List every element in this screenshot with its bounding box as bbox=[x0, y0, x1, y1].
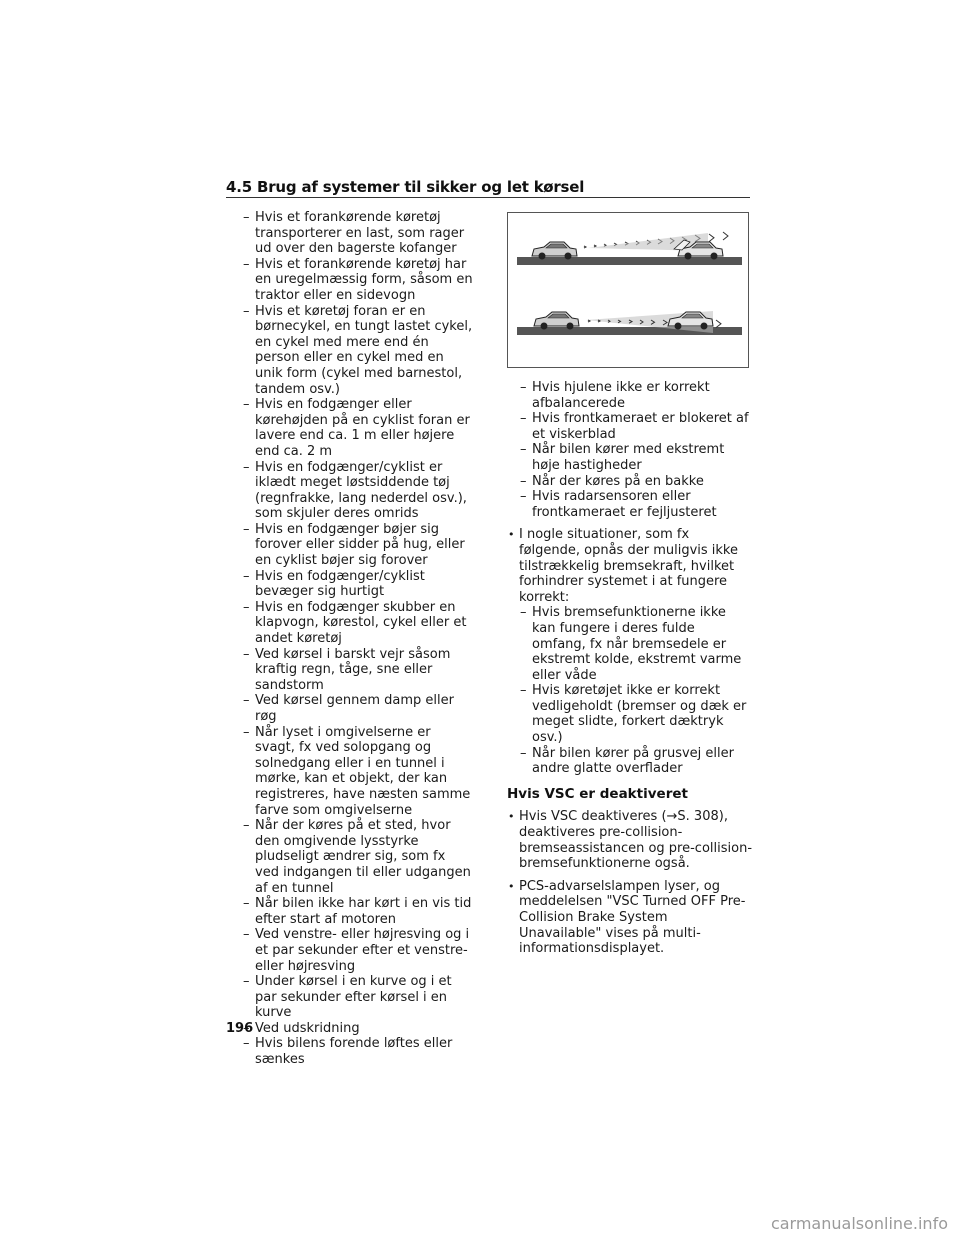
dash-list bbox=[520, 605, 752, 777]
watermark: carmanualsonline.info bbox=[770, 1214, 948, 1233]
list-item: – Hvis bremsefunktionerne ikke kan fungere i deres fulde omfang, fx når bremsedele er ekstremt kolde, ekstremt varme eller våde bbox=[520, 605, 752, 683]
car-following-diagram bbox=[508, 213, 748, 367]
list-item: – Under kørsel i en kurve og i et par sekunder efter kørsel i en kurve bbox=[243, 974, 473, 1021]
list-item: – Ved venstre- eller højresving og i et par sekunder efter et venstre- eller højresving bbox=[243, 927, 473, 974]
list-item: – Når bilen ikke har kørt i en vis tid efter start af motoren bbox=[243, 896, 473, 927]
list-item: – Når bilen kører med ekstremt høje hastigheder bbox=[520, 442, 752, 473]
left-column bbox=[243, 210, 473, 1068]
list-item: – Når bilen kører på grusvej eller andre glatte overflader bbox=[520, 746, 752, 777]
list-item: – Når der køres på et sted, hvor den omgivende lysstyrke pludseligt ændrer sig, som fx ved indgangen til eller udgangen af en tunnel bbox=[243, 818, 473, 896]
car-icon bbox=[534, 312, 579, 330]
list-item: – Når lyset i omgivelserne er svagt, fx ved solopgang og solnedgang eller i en tunnel i mørke, kan et objekt, der kan registreres, have næsten samme farve som omgivelserne bbox=[243, 725, 473, 819]
list-item: – Når der køres på en bakke bbox=[520, 474, 752, 490]
list-item: – Hvis en fodgænger/cyklist bevæger sig hurtigt bbox=[243, 569, 473, 600]
car-icon bbox=[532, 242, 577, 260]
car-icon bbox=[674, 240, 723, 260]
bullet-item bbox=[507, 527, 752, 777]
list-item: – Hvis bilens forende løftes eller sænkes bbox=[243, 1036, 473, 1067]
page-number: 196 bbox=[226, 1021, 254, 1036]
list-item: – Hvis køretøjet ikke er korrekt vedligeholdt (bremser og dæk er meget slidte, forkert dæktryk osv.) bbox=[520, 683, 752, 745]
list-item: – Ved udskridning bbox=[243, 1021, 473, 1037]
bullet-item: • Hvis VSC deaktiveres (→S. 308), deaktiveres pre-collision-bremseassistancen og pre-collision-bremsefunktionerne også. bbox=[507, 809, 752, 871]
list-item: – Hvis hjulene ikke er korrekt afbalancerede bbox=[520, 380, 752, 411]
section-header: 4.5 Brug af systemer til sikker og let kørsel bbox=[226, 178, 585, 196]
list-item: – Ved kørsel gennem damp eller røg bbox=[243, 693, 473, 724]
list-item: – Hvis et forankørende køretøj transporterer en last, som rager ud over den bagerste kofanger bbox=[243, 210, 473, 257]
section-title: Hvis VSC er deaktiveret bbox=[507, 785, 688, 802]
list-item: – Hvis frontkameraet er blokeret af et viskerblad bbox=[520, 411, 752, 442]
list-item: – Hvis en fodgænger skubber en klapvogn, kørestol, cykel eller et andet køretøj bbox=[243, 600, 473, 647]
vehicle-illustration bbox=[507, 212, 749, 368]
bullet-text: • I nogle situationer, som fx følgende, opnås der muligvis ikke tilstrækkelig bremsekraft, hvilket forhindrer systemet i at fungere korrekt: bbox=[519, 527, 738, 605]
list-item: – Hvis en fodgænger bøjer sig forover eller sidder på hug, eller en cyklist bøjer sig forover bbox=[243, 522, 473, 569]
list-item: – Hvis et forankørende køretøj har en uregelmæssig form, såsom en traktor eller en sidevogn bbox=[243, 257, 473, 304]
header-rule bbox=[226, 197, 750, 198]
list-item: – Ved kørsel i barskt vejr såsom kraftig regn, tåge, sne eller sandstorm bbox=[243, 647, 473, 694]
list-item: – Hvis radarsensoren eller frontkameraet er fejljusteret bbox=[520, 489, 752, 520]
list-item: – Hvis et køretøj foran er en børnecykel, en tungt lastet cykel, en cykel med mere end én person eller en cykel med en unik form (cykel med barnestol, tandem osv.) bbox=[243, 304, 473, 398]
list-item: – Hvis en fodgænger/cyklist er iklædt meget løstsiddende tøj (regnfrakke, lang nederdel osv.), som skjuler deres omrids bbox=[243, 460, 473, 522]
road-top bbox=[517, 257, 742, 265]
list-item: – Hvis en fodgænger eller kørehøjden på en cyklist foran er lavere end ca. 1 m eller højere end ca. 2 m bbox=[243, 397, 473, 459]
dash-list bbox=[520, 380, 752, 520]
bullet-item: • PCS-advarselslampen lyser, og meddelelsen "VSC Turned OFF Pre-Collision Brake System Unavailable" vises på multi-informationsdisplayet. bbox=[507, 879, 752, 957]
right-column bbox=[507, 380, 752, 957]
